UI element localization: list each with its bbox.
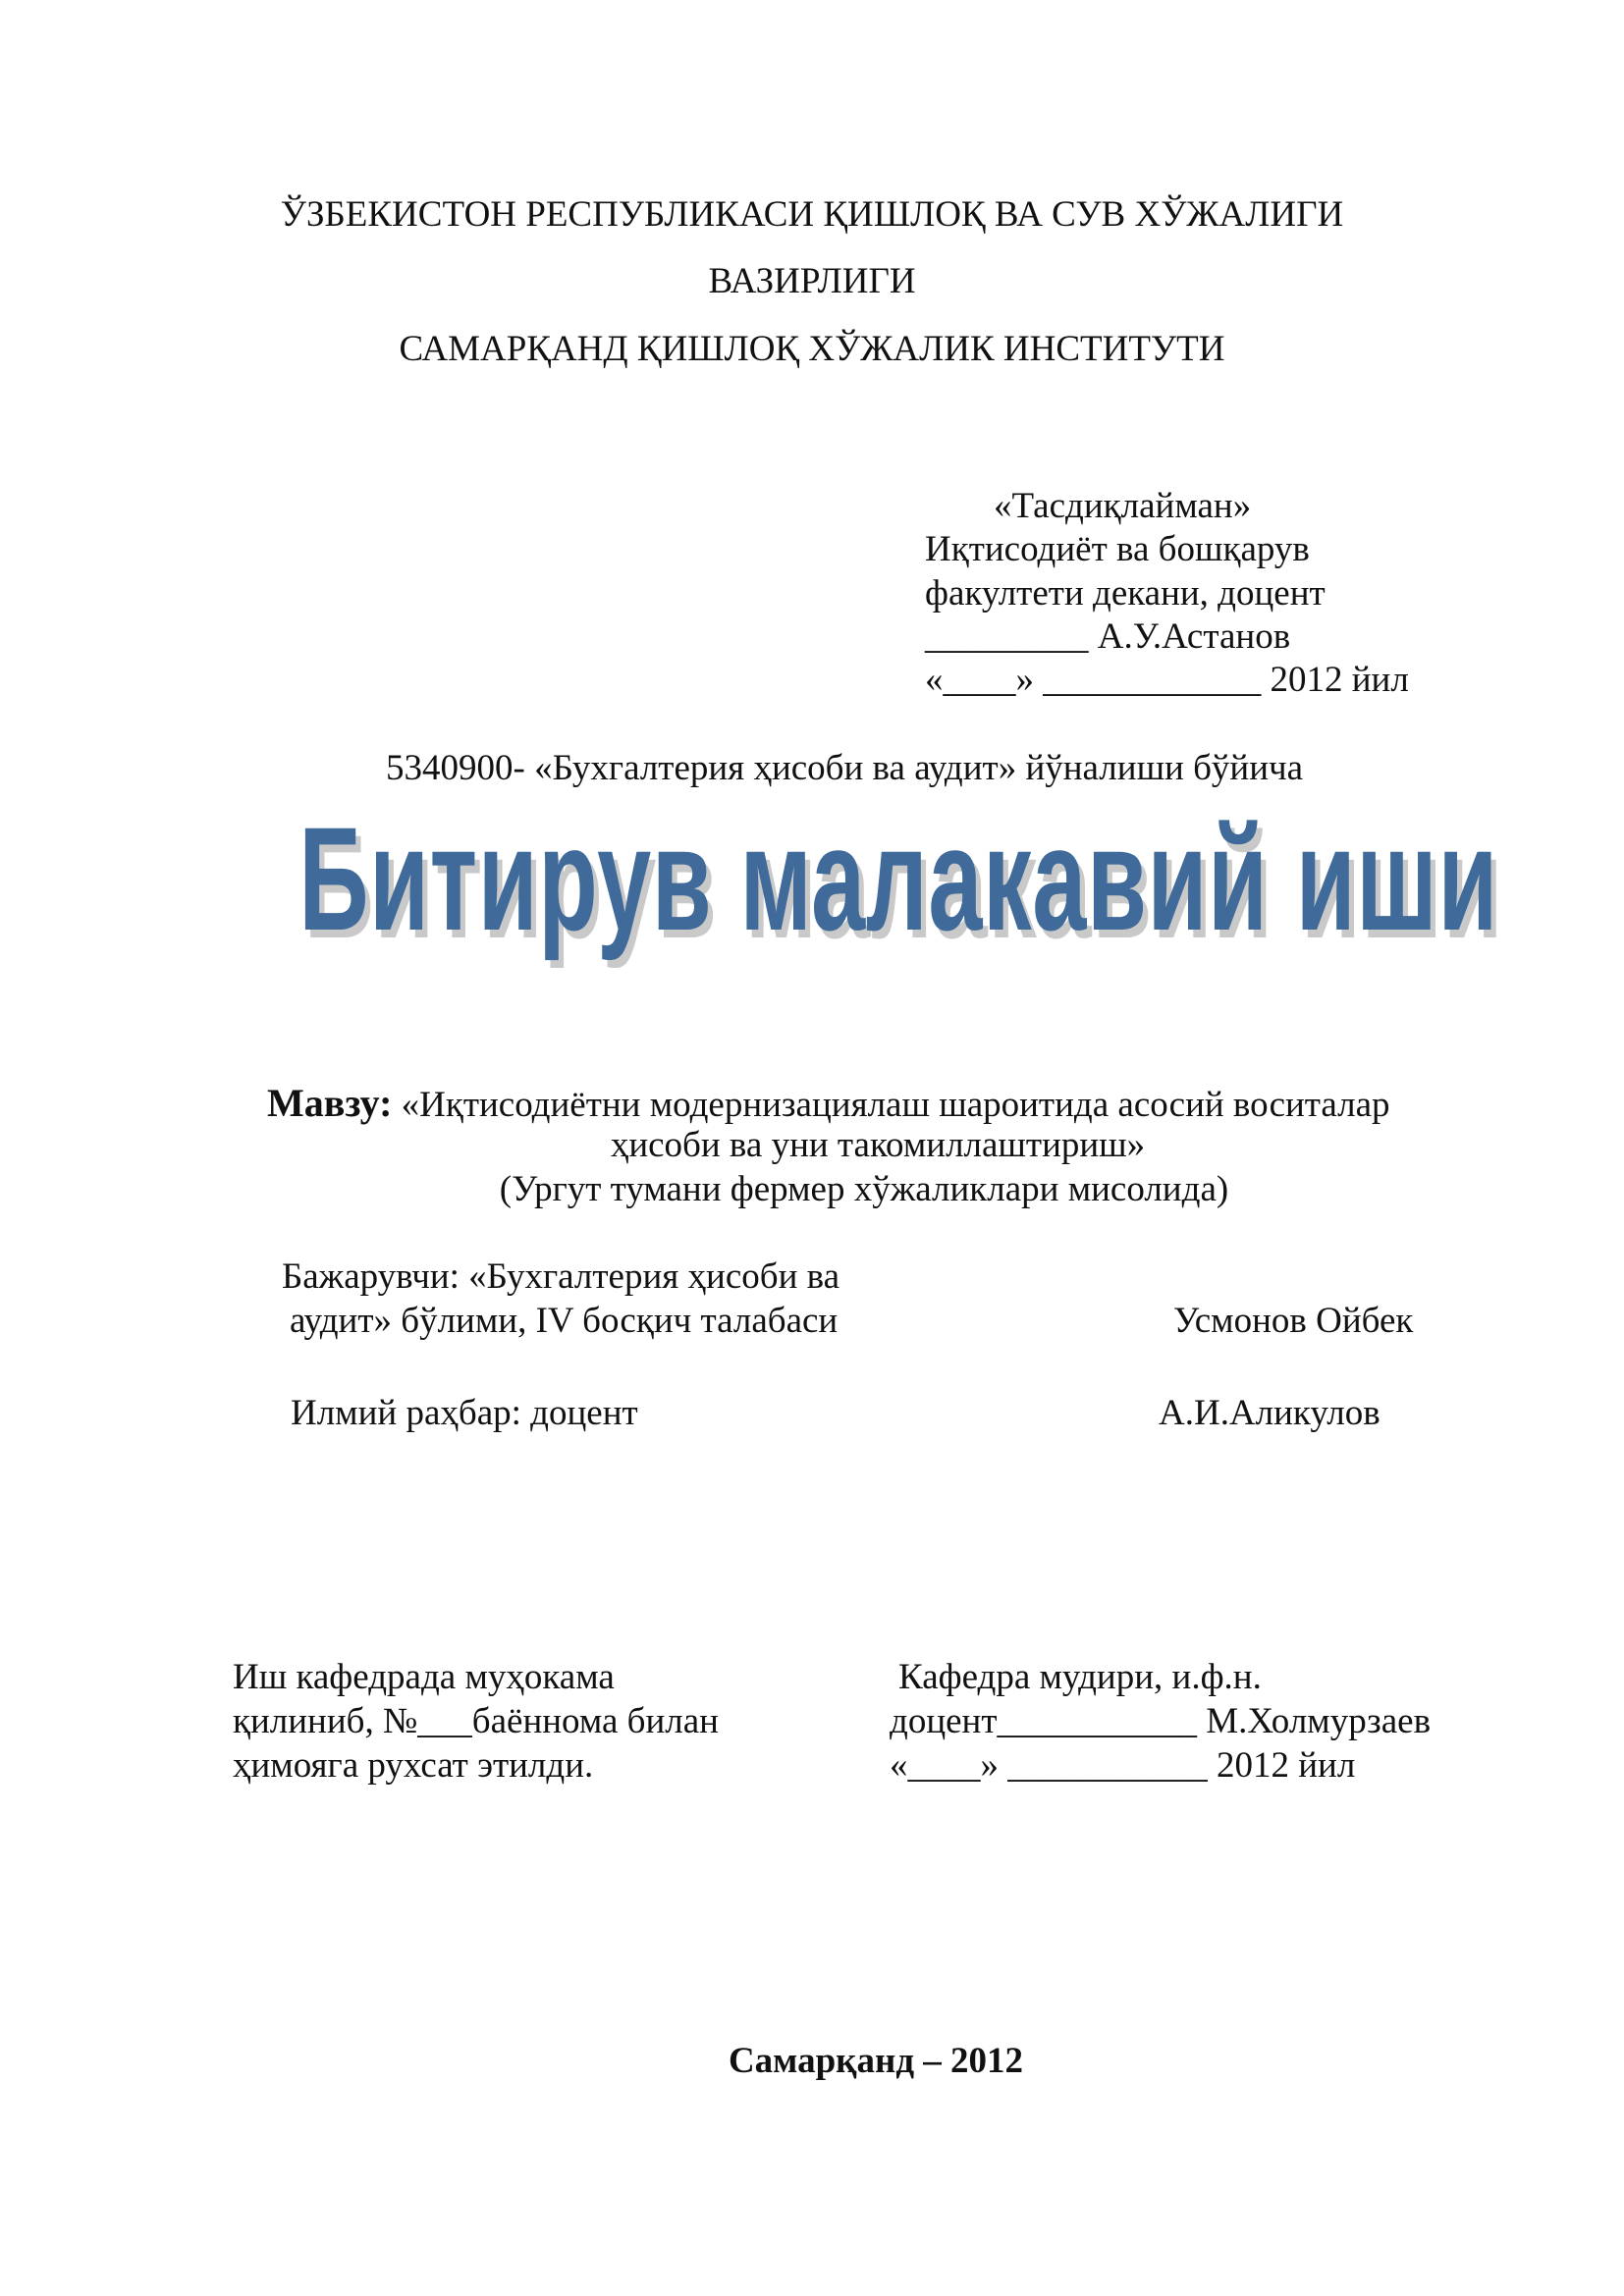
specialty-line: 5340900- «Бухгалтерия ҳисоби ва аудит» йўналиши бўйича xyxy=(386,748,1304,788)
topic-line-1 xyxy=(267,1081,1390,1125)
institute-name: САМАРҚАНД ҚИШЛОҚ ХЎЖАЛИК ИНСТИТУТИ xyxy=(399,329,1225,369)
executor-name: Усмонов Ойбек xyxy=(1173,1301,1414,1341)
supervisor-label: Илмий раҳбар: доцент xyxy=(291,1393,638,1433)
approval-title: «Тасдиқлайман» xyxy=(994,486,1252,526)
topic-line-3: (Ургут тумани фермер хўжаликлари мисолида) xyxy=(499,1169,1229,1209)
defense-left-line-1: Иш кафедрада муҳокама xyxy=(233,1657,615,1697)
topic-line-2: ҳисоби ва уни такомиллаштириш» xyxy=(610,1125,1146,1165)
ministry-line-2: ВАЗИРЛИГИ xyxy=(708,261,916,301)
defense-right-line-1: Кафедра мудири, и.ф.н. xyxy=(898,1657,1262,1697)
approval-line-1: Иқтисодиёт ва бошқарув xyxy=(925,529,1310,569)
defense-right-line-2: доцент___________ М.Холмурзаев xyxy=(890,1701,1432,1741)
footer-city-year: Самарқанд – 2012 xyxy=(728,2041,1024,2081)
defense-left-line-3: ҳимояга рухсат этилди. xyxy=(233,1745,594,1786)
executor-line-1: Бажарувчи: «Бухгалтерия ҳисоби ва xyxy=(282,1256,840,1297)
ministry-line-1: ЎЗБЕКИСТОН РЕСПУБЛИКАСИ ҚИШЛОҚ ВА СУВ ХЎЖАЛИГИ xyxy=(280,194,1344,235)
topic-title-line-1: «Иқтисодиётни модернизациялаш шароитида асосий воситалар xyxy=(401,1085,1390,1125)
topic-label: Мавзу: xyxy=(267,1081,393,1125)
supervisor-name: А.И.Аликулов xyxy=(1159,1393,1380,1433)
defense-left-line-2: қилиниб, №___баённома билан xyxy=(233,1701,719,1741)
approval-line-2: факултети декани, доцент xyxy=(925,573,1326,614)
executor-line-2: аудит» бўлими, IV босқич талабаси xyxy=(290,1301,839,1341)
defense-right-line-3: «____» ___________ 2012 йил xyxy=(890,1745,1356,1786)
approval-line-4: «____» ____________ 2012 йил xyxy=(925,660,1409,700)
approval-line-3: _________ А.У.Астанов xyxy=(925,616,1291,657)
main-title: Битирув малакавий иши xyxy=(298,796,1498,961)
